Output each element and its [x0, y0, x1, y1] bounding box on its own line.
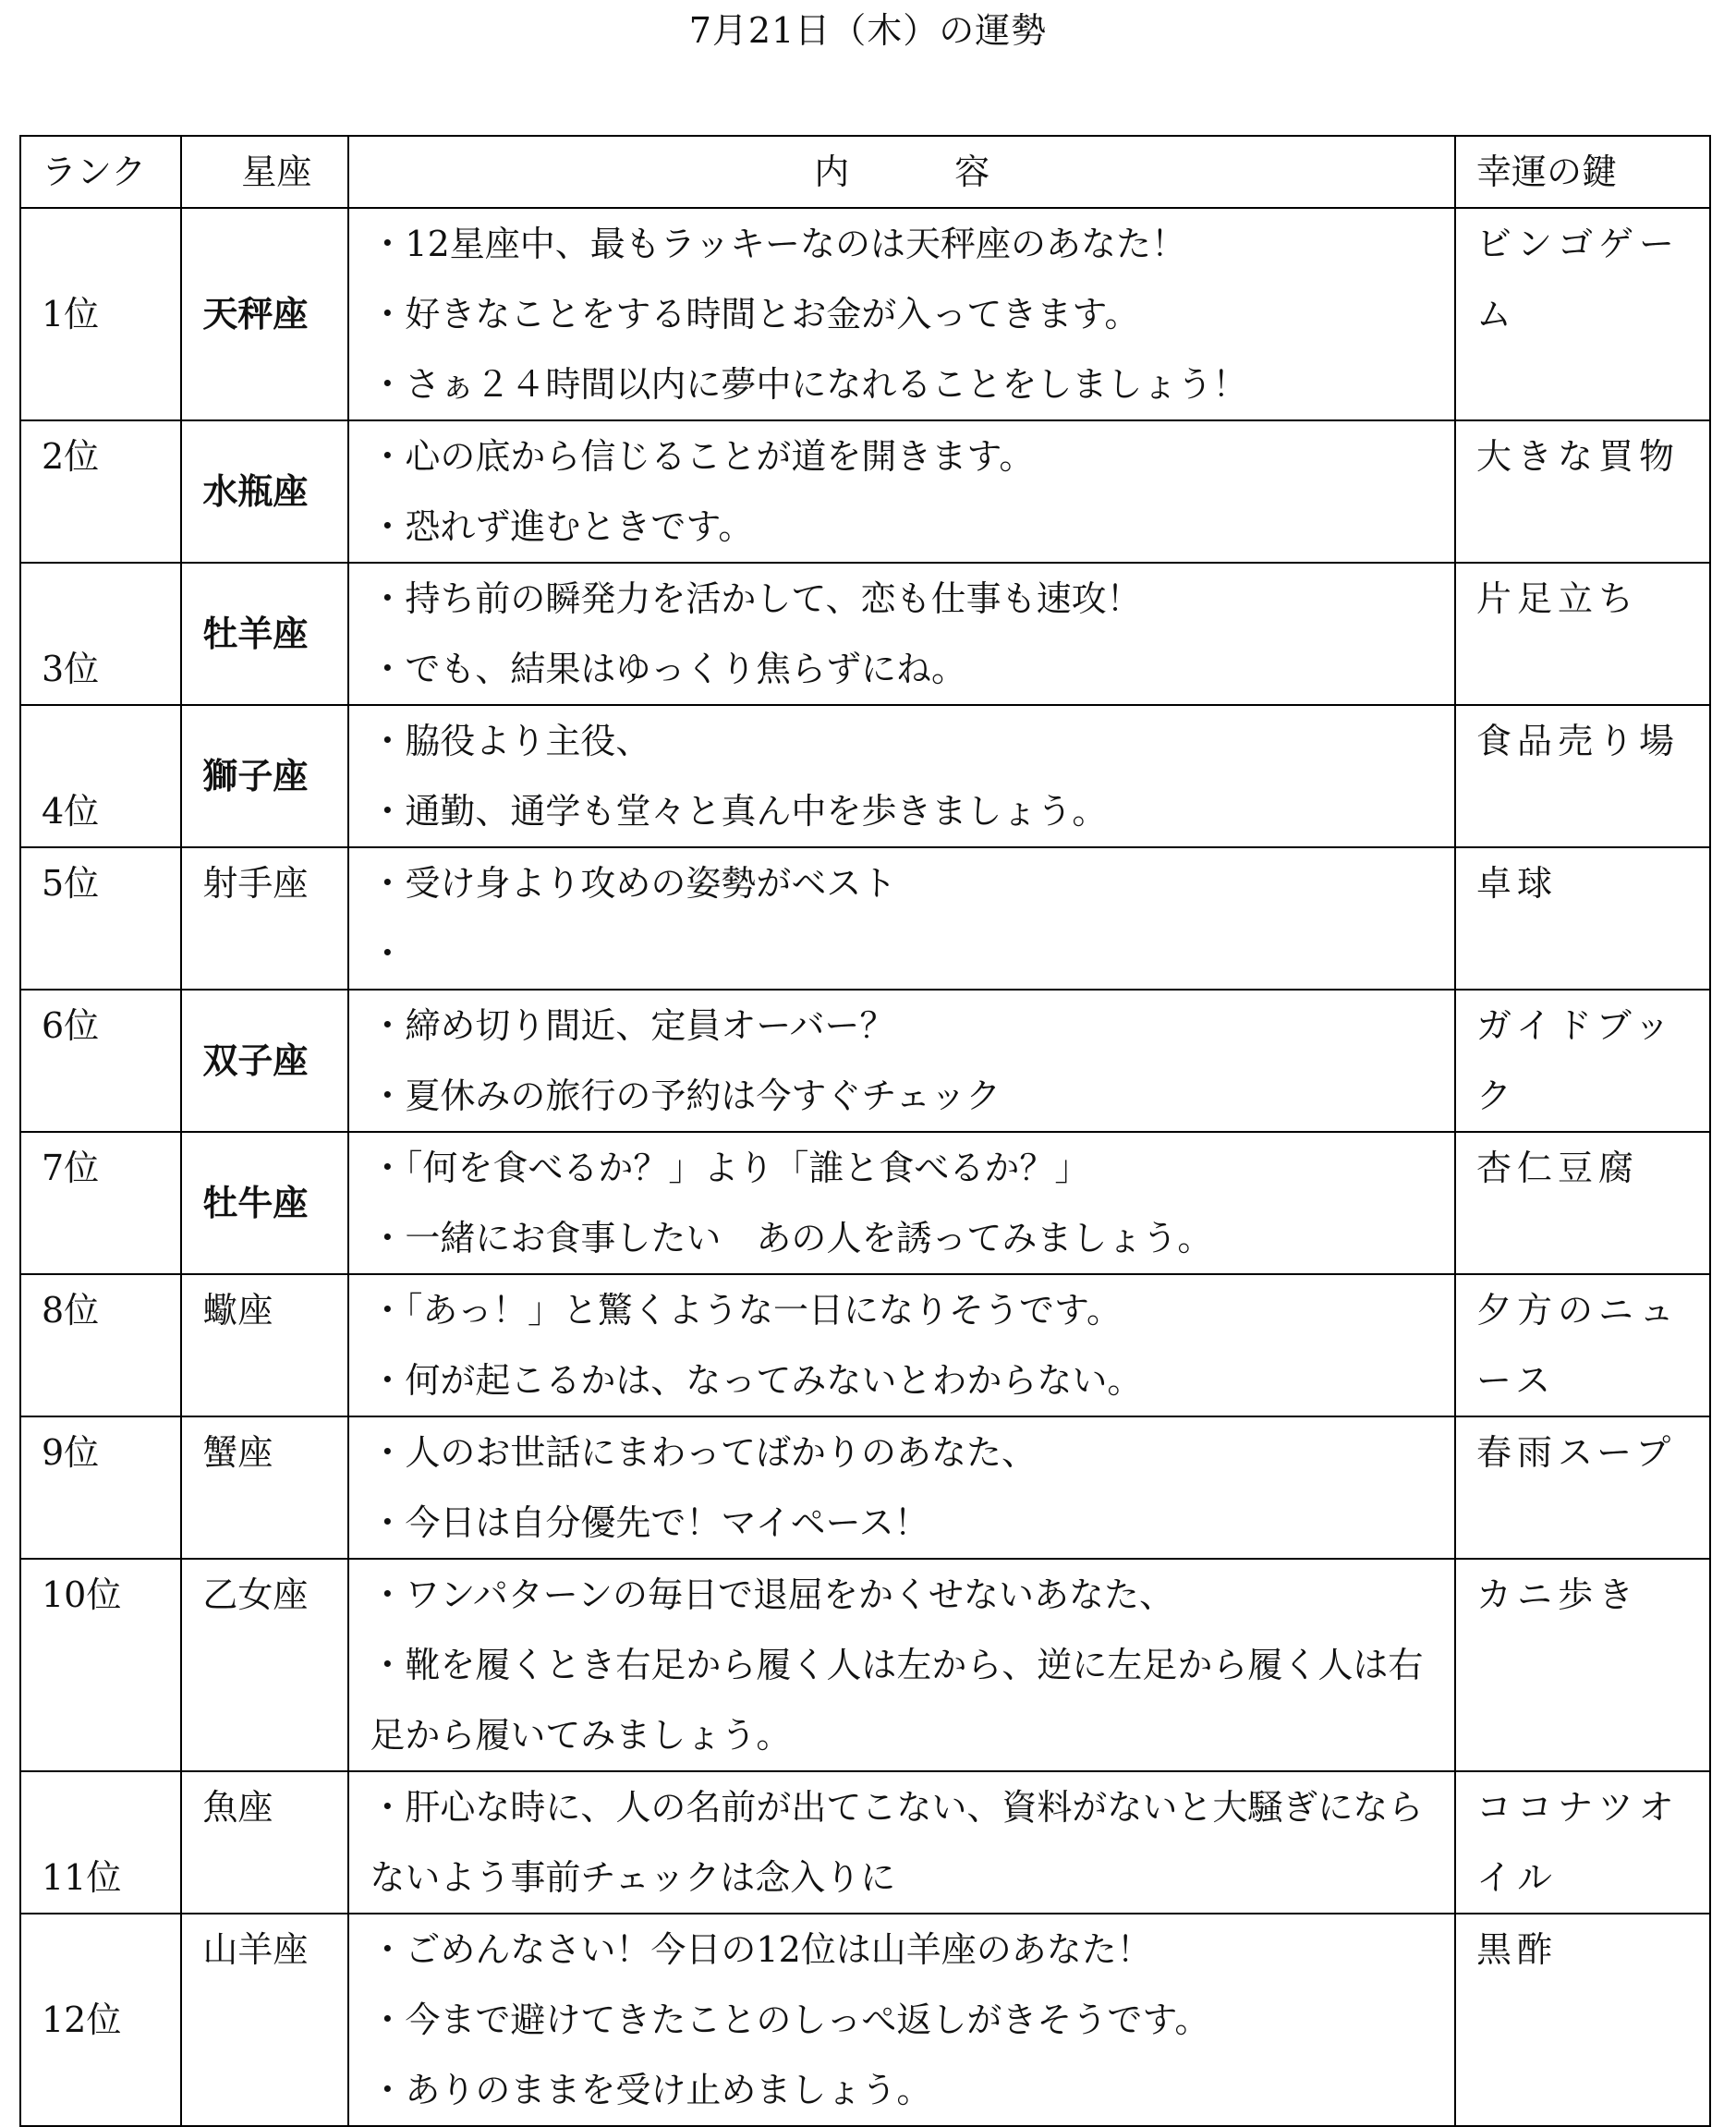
content-line: ・夏休みの旅行の予約は今すぐチェック	[370, 1076, 1002, 1116]
lucky-cell: 杏仁豆腐	[1455, 1132, 1710, 1274]
sign-cell: 牡牛座	[181, 1132, 348, 1274]
page-title: 7月21日（木）の運勢	[688, 10, 1048, 51]
content-cell	[348, 1771, 1455, 1914]
content-cell	[348, 1914, 1455, 2126]
lucky-cell: 食品売り場	[1455, 705, 1710, 847]
content-line: ・靴を履くとき右足から履く人は左から、逆に左足から履く人は右足から履いてみましょう。	[370, 1645, 1424, 1756]
table-row	[20, 1559, 1710, 1771]
rank-cell: 7位	[20, 1132, 181, 1274]
rank-cell: 6位	[20, 990, 181, 1132]
content-cell	[348, 705, 1455, 847]
content-cell	[348, 1416, 1455, 1559]
table-row	[20, 1274, 1710, 1416]
table-row	[20, 420, 1710, 563]
rank-cell: 10位	[20, 1559, 181, 1771]
sign-cell: 双子座	[181, 990, 348, 1132]
rank-cell: 11位	[20, 1771, 181, 1914]
content-line: ・肝心な時に、人の名前が出てこない、資料がないと大騒ぎにならないよう事前チェックは念入りに	[370, 1787, 1424, 1898]
content-line: ・通勤、通学も堂々と真ん中を歩きましょう。	[370, 791, 1108, 832]
lucky-cell: 片足立ち	[1455, 563, 1710, 705]
content-line: ・心の底から信じることが道を開きます。	[370, 436, 1035, 477]
content-cell	[348, 208, 1455, 420]
content-line: ・でも、結果はゆっくり焦らずにね。	[370, 649, 967, 689]
sign-cell: 獅子座	[181, 705, 348, 847]
content-line: ・	[370, 933, 406, 974]
table-row	[20, 705, 1710, 847]
rank-cell: 5位	[20, 847, 181, 990]
content-cell	[348, 420, 1455, 563]
content-line: ・一緒にお食事したい あの人を誘ってみましょう。	[370, 1218, 1213, 1258]
table-row	[20, 1132, 1710, 1274]
content-line: ・締め切り間近、定員オーバー？	[370, 1005, 895, 1046]
lucky-cell: ガイドブック	[1455, 990, 1710, 1132]
table-header-row	[20, 136, 1710, 208]
content-cell	[348, 847, 1455, 990]
content-line: ・さぁ２４時間以内に夢中になれることをしましょう！	[370, 364, 1248, 405]
content-line: ・ワンパターンの毎日で退屈をかくせないあなた、	[370, 1574, 1174, 1615]
content-line: ・ありのままを受け止めましょう。	[370, 2070, 932, 2110]
content-cell	[348, 563, 1455, 705]
sign-cell: 乙女座	[181, 1559, 348, 1771]
table-row	[20, 847, 1710, 990]
content-line: ・「あっ！」と驚くような一日になりそうです。	[370, 1290, 1122, 1331]
lucky-cell: 黒酢	[1455, 1914, 1710, 2126]
content-line: ・恐れず進むときです。	[370, 506, 754, 547]
header-sign: 星座	[181, 136, 348, 208]
content-cell	[348, 1274, 1455, 1416]
sign-cell: 天秤座	[181, 208, 348, 420]
rank-cell: 9位	[20, 1416, 181, 1559]
content-line: ・12星座中、最もラッキーなのは天秤座のあなた！	[370, 224, 1187, 264]
content-cell	[348, 1132, 1455, 1274]
table-row	[20, 563, 1710, 705]
fortune-table	[19, 135, 1711, 2127]
lucky-cell: 大きな買物	[1455, 420, 1710, 563]
table-row	[20, 1771, 1710, 1914]
content-line: ・「何を食べるか？」より「誰と食べるか？」	[370, 1148, 1090, 1188]
content-line: ・受け身より攻めの姿勢がベスト	[370, 863, 897, 904]
lucky-cell: カニ歩き	[1455, 1559, 1710, 1771]
header-rank: ランク	[20, 136, 181, 208]
sign-cell: 魚座	[181, 1771, 348, 1914]
content-line: ・脇役より主役、	[370, 721, 651, 761]
rank-cell: 2位	[20, 420, 181, 563]
lucky-cell: 春雨スープ	[1455, 1416, 1710, 1559]
sign-cell: 水瓶座	[181, 420, 348, 563]
lucky-cell: ココナツオイル	[1455, 1771, 1710, 1914]
sign-cell: 射手座	[181, 847, 348, 990]
header-lucky: 幸運の鍵	[1455, 136, 1710, 208]
lucky-cell: 卓球	[1455, 847, 1710, 990]
content-cell	[348, 990, 1455, 1132]
lucky-cell: 夕方のニュース	[1455, 1274, 1710, 1416]
rank-cell: 1位	[20, 208, 181, 420]
rank-cell: 8位	[20, 1274, 181, 1416]
sign-cell: 牡羊座	[181, 563, 348, 705]
table-row	[20, 990, 1710, 1132]
table-row	[20, 208, 1710, 420]
header-content: 内 容	[348, 136, 1455, 208]
rank-cell: 4位	[20, 705, 181, 847]
table-row	[20, 1416, 1710, 1559]
sign-cell: 蠍座	[181, 1274, 348, 1416]
content-line: ・人のお世話にまわってばかりのあなた、	[370, 1432, 1038, 1473]
content-line: ・何が起こるかは、なってみないとわからない。	[370, 1360, 1143, 1401]
lucky-cell: ビンゴゲーム	[1455, 208, 1710, 420]
sign-cell: 山羊座	[181, 1914, 348, 2126]
content-cell	[348, 1559, 1455, 1771]
content-line: ・今まで避けてきたことのしっぺ返しがきそうです。	[370, 1999, 1210, 2040]
content-line: ・今日は自分優先で！マイペース！	[370, 1502, 929, 1543]
sign-cell: 蟹座	[181, 1416, 348, 1559]
content-line: ・ごめんなさい！今日の12位は山羊座のあなた！	[370, 1929, 1152, 1970]
content-line: ・好きなことをする時間とお金が入ってきます。	[370, 294, 1140, 334]
content-line: ・持ち前の瞬発力を活かして、恋も仕事も速攻！	[370, 578, 1142, 619]
table-row	[20, 1914, 1710, 2126]
rank-cell: 3位	[20, 563, 181, 705]
rank-cell: 12位	[20, 1914, 181, 2126]
